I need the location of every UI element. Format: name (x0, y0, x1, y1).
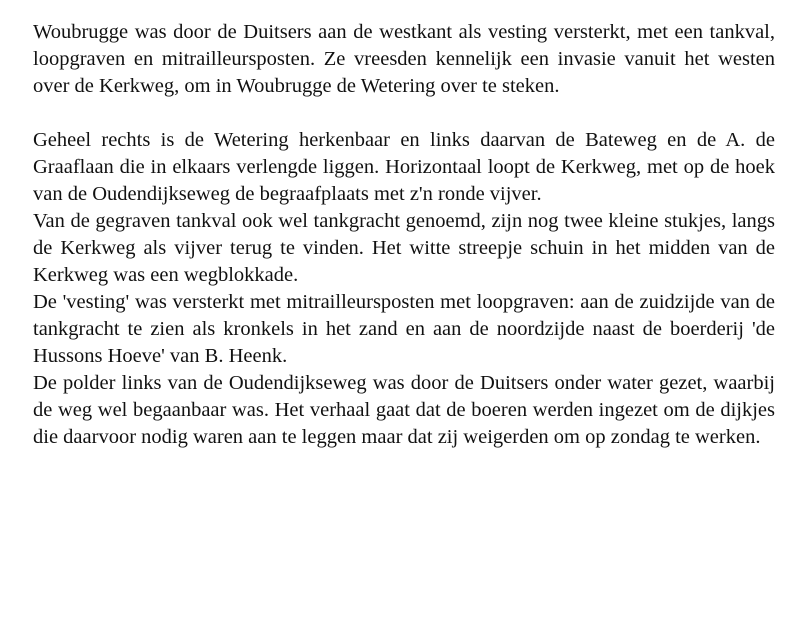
document-body (33, 19, 775, 451)
paragraph-vesting: De 'vesting' was versterkt met mitrailleursposten met loopgraven: aan de zuidzijde van de tankgracht te zien als kronkels in het zand en aan de noordzijde naast de boerderij 'de Hussons Hoeve' van B. Heenk. (33, 291, 775, 367)
paragraph-orientation: Geheel rechts is de Wetering herkenbaar en links daarvan de Bateweg en de A. de Graaflaan die in elkaars verlengde liggen. Horizontaal loopt de Kerkweg, met op de hoek van de Oudendijkseweg de begraafplaats met z'n ronde vijver. (33, 129, 775, 205)
paragraph-gap (33, 100, 775, 127)
paragraph-polder: De polder links van de Oudendijkseweg was door de Duitsers onder water gezet, waarbij de weg wel begaanbaar was. Het verhaal gaat dat de boeren werden ingezet om de dijkjes die daarvoor nodig waren aan te leggen maar dat zij weigerden om op zondag te werken. (33, 372, 775, 448)
paragraph-tankval: Van de gegraven tankval ook wel tankgracht genoemd, zijn nog twee kleine stukjes, langs de Kerkweg als vijver terug te vinden. Het witte streepje schuin in het midden van de Kerkweg was een wegblokkade. (33, 210, 775, 286)
paragraph-intro: Woubrugge was door de Duitsers aan de westkant als vesting versterkt, met een tankval, loopgraven en mitrailleursposten. Ze vreesden kennelijk een invasie vanuit het westen over de Kerkweg, om in Woubrugge de Wetering over te steken. (33, 21, 775, 97)
